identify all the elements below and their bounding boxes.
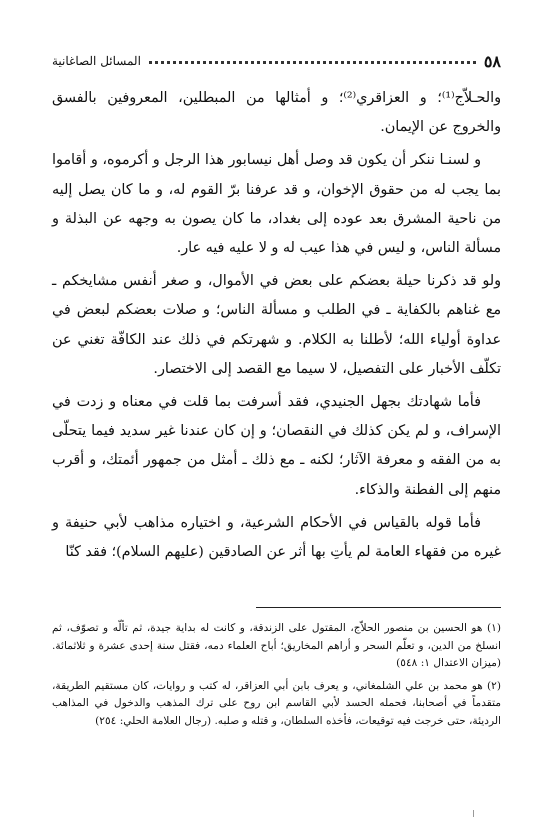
paragraph: فأما شهادتك بجهل الجنيدي، فقد أسرفت بما قلت في معناه و زدت في الإسراف، و لم يكن كذلك في النقصان؛ و إن كان عندنا غير سديد فيما يتحلّى به من الفقه و معرفة الآثار؛ لكنه ـ مع ذلك ـ أمثل من جمهور أئمتك، و أقرب منهم إلى الفطنة والذكاء. [52,394,501,498]
paragraph: ولو قد ذكرنا حيلة بعضكم على بعض في الأموال، و صغر أنفس مشايخكم ـ مع غناهم بالكفاية ـ في الطلب و مسألة الناس؛ و صلات بعضكم لبعض في عداوة أولياء الله؛ لأطلنا به الكلام. و شهرتكم في ذلك عند الكافّة تغني عن تكلّف الأخبار على التفصيل، لا سيما مع القصد إلى الاختصار. [52,273,501,377]
running-title: المسائل الصاغانية [52,54,141,68]
main-text [52,84,501,571]
footnotes [52,620,501,736]
footnote: (١) هو الحسين بن منصور الحلاّج، المقتول على الزندقة، و كانت له بداية جيدة، ثم تألّه و تصوّف، ثم انسلخ من الدين، و تعلّم السحر و أراهم المخاريق؛ أباح العلماء دمه، فقتل سنة إحدى عشرة و ثلاثمائة. (ميزان الاعتدال ١: ٥٤٨) [52,622,501,670]
page-mark [473,810,474,817]
page-header [52,48,501,74]
footnote-separator [256,607,501,608]
paragraph: والحـلاّج⁽¹⁾؛ و العزاقري⁽²⁾؛ و أمثالها من المبطلين، المعروفين بالفسق والخروج عن الإيمان. [52,90,502,136]
footnote: (٢) هو محمد بن علي الشلمغاني، و يعرف بابن أبي العزاقر، له كتب و روايات، كان مستقيم الطريقة، متقدماً في أصحابنا، فحمله الحسد لأبي القاسم ابن روح على ترك المذهب والدخول في المذاهب الرديئة، حتى خرجت فيه توقيعات، فأخذه السلطان، و قتله و صلبه. (رجال العلامة الحلي: ٢٥٤) [52,679,501,727]
header-dot-leader [149,61,476,64]
paragraph: و لسنـا ننكر أن يكون قد وصل أهل نيسابور هذا الرجل و أكرموه، و أقاموا بما يجب له من حقوق الإخوان، و قد عرفنا برّ القوم له، و ما كان يصل إليه من ناحية المشرق بعد عوده إلى بغداد، ما كان يصون به وجهه عن البذلة و مسألة الناس، و ليس في هذا عيب له و لا عليه فيه عار. [52,152,501,257]
page-number: ٥٨ [483,51,501,71]
paragraph: فأما قوله بالقياس في الأحكام الشرعية، و اختياره مذاهب لأبي حنيفة و غيره من فقهاء العامة لم يأتِ بها أثر عن الصادقين (عليهم السلام)؛ فقد كنّا [52,514,501,561]
